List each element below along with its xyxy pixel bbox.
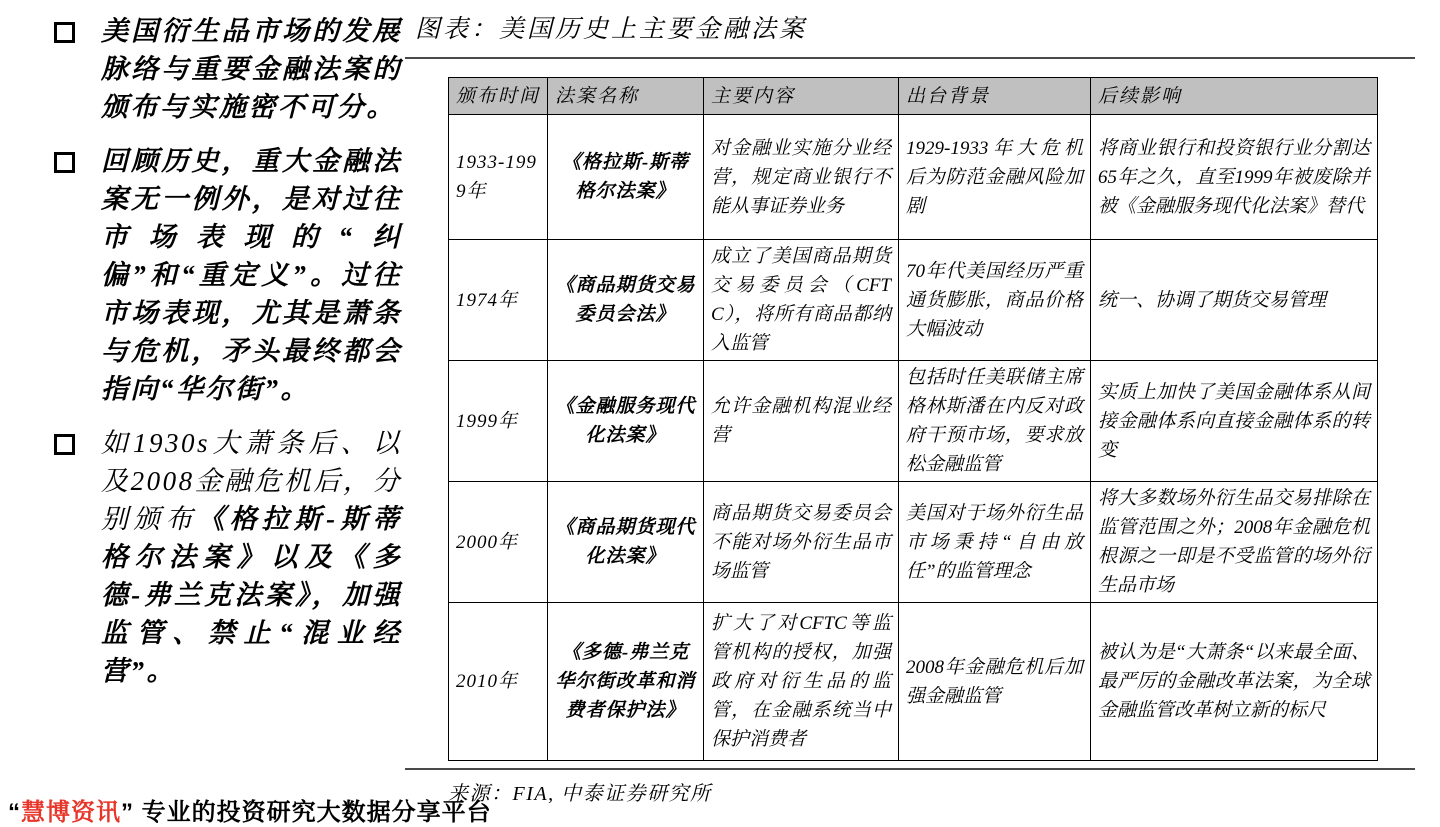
cell-time: 2010年	[449, 603, 548, 761]
square-bullet-icon	[54, 22, 75, 43]
bullet-text-segment: 如1930s大萧条后、以及2008金融危机后，分别颁布	[101, 428, 402, 534]
cell-impact: 统一、协调了期货交易管理	[1091, 240, 1378, 361]
column-header-impact: 后续影响	[1091, 78, 1378, 115]
cell-main-content: 扩大了对CFTC等监管机构的授权，加强政府对衍生品的监管，在金融系统当中保护消费者	[704, 603, 899, 761]
cell-background: 2008年金融危机后加强金融监管	[899, 603, 1091, 761]
table-row	[449, 603, 1378, 761]
bottom-divider	[405, 768, 1415, 770]
cell-main-content: 允许金融机构混业经营	[704, 361, 899, 482]
table-row	[449, 361, 1378, 482]
cell-time: 2000年	[449, 482, 548, 603]
cell-background: 美国对于场外衍生品市场秉持“自由放任”的监管理念	[899, 482, 1091, 603]
source-note: 来源：FIA, 中泰证券研究所	[448, 783, 712, 805]
summary-bullet-text	[101, 142, 402, 408]
close-quote: ”	[121, 799, 134, 826]
cell-law-name: 《金融服务现代化法案》	[548, 361, 704, 482]
bullet-text-segment: 美国衍生品市场的发展脉络与重要金融法案的颁布与实施密不可分。	[101, 16, 402, 122]
summary-bullet-2	[30, 142, 402, 408]
table-row	[449, 482, 1378, 603]
cell-impact: 被认为是“大萧条“以来最全面、最严厉的金融改革法案，为全球金融监管改革树立新的标尺	[1091, 603, 1378, 761]
column-header-main-content: 主要内容	[704, 78, 899, 115]
table-row	[449, 115, 1378, 240]
watermark-footer	[8, 792, 492, 827]
bullet-text-segment: 《格拉斯-斯蒂格尔法案》以及《多德-弗兰克法案》，加强监管、禁止“混业经营”。	[101, 504, 402, 686]
exhibit-panel	[405, 0, 1440, 806]
cell-background: 1929-1933年大危机后为防范金融风险加剧	[899, 115, 1091, 240]
open-quote: “	[8, 799, 21, 826]
column-header-background: 出台背景	[899, 78, 1091, 115]
summary-bullet-3	[30, 424, 402, 690]
cell-impact: 将商业银行和投资银行业分割达65年之久，直至1999年被废除并被《金融服务现代化法案》替代	[1091, 115, 1378, 240]
cell-time: 1974年	[449, 240, 548, 361]
summary-bullet-1	[30, 12, 402, 126]
cell-time: 1933-1999年	[449, 115, 548, 240]
cell-law-name: 《多德-弗兰克华尔街改革和消费者保护法》	[548, 603, 704, 761]
cell-main-content: 成立了美国商品期货交易委员会（CFTC），将所有商品都纳入监管	[704, 240, 899, 361]
cell-background: 包括时任美联储主席格林斯潘在内反对政府干预市场，要求放松金融监管	[899, 361, 1091, 482]
summary-bullet-text	[101, 12, 402, 126]
cell-main-content: 商品期货交易委员会不能对场外衍生品市场监管	[704, 482, 899, 603]
top-divider	[405, 57, 1415, 59]
bullet-text-segment: 回顾历史，重大金融法案无一例外，是对过往市场表现的“纠偏”和“重定义”。过往市场表现，尤其是萧条与危机，矛头最终都会指向“华尔街”。	[101, 146, 402, 404]
cell-impact: 将大多数场外衍生品交易排除在监管范围之外；2008年金融危机根源之一即是不受监管的场外衍生品市场	[1091, 482, 1378, 603]
summary-bullet-text	[101, 424, 402, 690]
column-header-time: 颁布时间	[449, 78, 548, 115]
cell-law-name: 《商品期货现代化法案》	[548, 482, 704, 603]
summary-panel	[30, 12, 402, 706]
brand-name: 慧博资讯	[21, 799, 121, 826]
financial-laws-table	[448, 77, 1378, 761]
table-row	[449, 240, 1378, 361]
table-header-row	[449, 78, 1378, 115]
cell-law-name: 《商品期货交易委员会法》	[548, 240, 704, 361]
cell-background: 70年代美国经历严重通货膨胀，商品价格大幅波动	[899, 240, 1091, 361]
cell-main-content: 对金融业实施分业经营，规定商业银行不能从事证券业务	[704, 115, 899, 240]
square-bullet-icon	[54, 152, 75, 173]
cell-impact: 实质上加快了美国金融体系从间接金融体系向直接金融体系的转变	[1091, 361, 1378, 482]
cell-law-name: 《格拉斯-斯蒂格尔法案》	[548, 115, 704, 240]
cell-time: 1999年	[449, 361, 548, 482]
square-bullet-icon	[54, 434, 75, 455]
column-header-law-name: 法案名称	[548, 78, 704, 115]
exhibit-title: 图表：美国历史上主要金融法案	[415, 16, 808, 43]
brand-tagline: 专业的投资研究大数据分享平台	[134, 799, 492, 826]
